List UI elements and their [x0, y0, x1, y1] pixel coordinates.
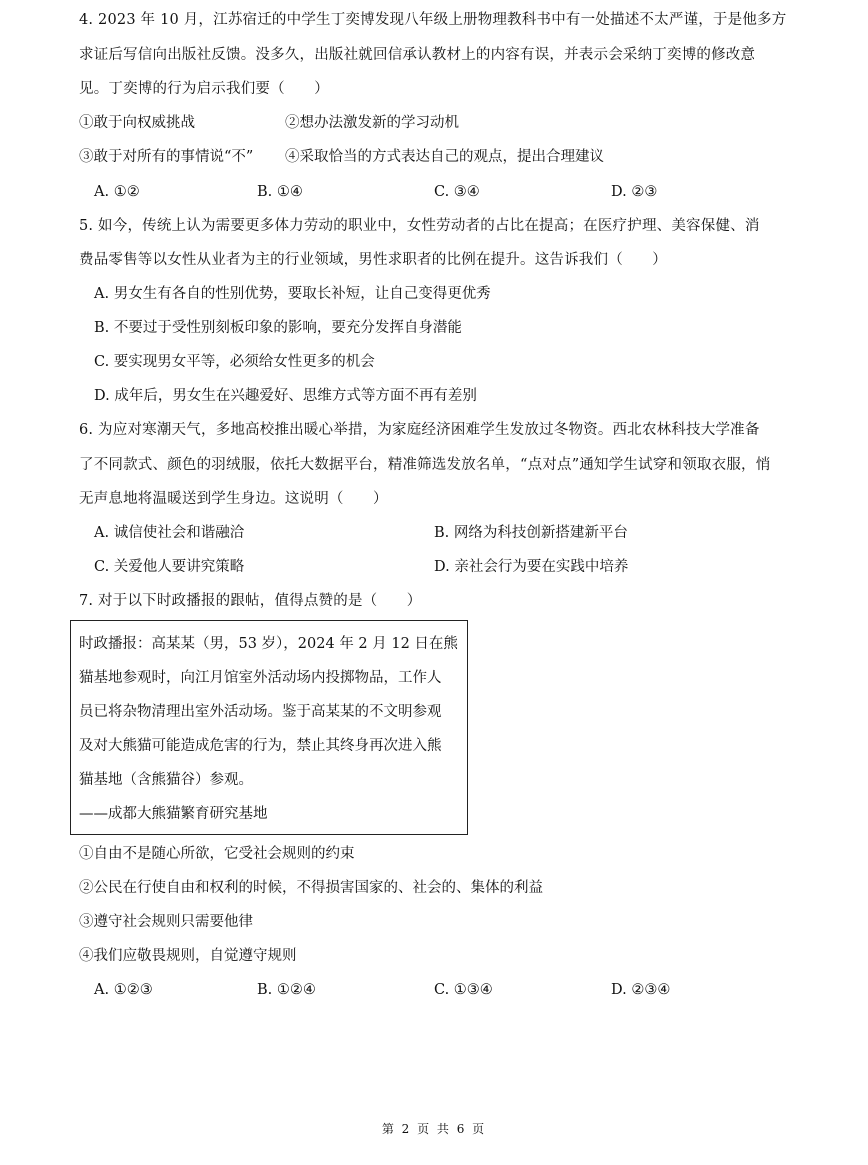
news-box-source: ——成都大熊猫繁育研究基地: [79, 806, 268, 822]
q6-option-b[interactable]: B. 网络为科技创新搭建新平台: [434, 525, 628, 541]
q6-option-d[interactable]: D. 亲社会行为要在实践中培养: [434, 559, 629, 575]
news-box: [70, 620, 468, 835]
q6-stem-line-1: 6. 为应对寒潮天气，多地高校推出暖心举措，为家庭经济困难学生发放过冬物资。西北农林科技大学准备: [79, 422, 760, 438]
q6-option-c[interactable]: C. 关爱他人要讲究策略: [94, 559, 245, 575]
q6-stem-line-3: 无声息地将温暖送到学生身边。这说明（ ）: [79, 491, 388, 507]
q4-option-a[interactable]: A. ①②: [94, 184, 140, 200]
q5-stem-line-2: 费品零售等以女性从业者为主的行业领域，男性求职者的比例在提升。这告诉我们（ ）: [79, 252, 667, 268]
q7-option-c[interactable]: C. ①③④: [434, 982, 493, 998]
news-box-line-3: 员已将杂物清理出室外活动场。鉴于高某某的不文明参观: [79, 704, 442, 720]
q7-option-a[interactable]: A. ①②③: [94, 982, 153, 998]
q4-item-2: ②想办法激发新的学习动机: [285, 115, 459, 131]
q4-item-4: ④采取恰当的方式表达自己的观点，提出合理建议: [285, 149, 604, 165]
q7-stem: 7. 对于以下时政播报的跟帖，值得点赞的是（ ）: [79, 593, 422, 609]
news-box-line-4: 及对大熊猫可能造成危害的行为，禁止其终身再次进入熊: [79, 738, 442, 754]
news-box-line-2: 猫基地参观时，向江月馆室外活动场内投掷物品，工作人: [79, 670, 442, 686]
q7-item-1: ①自由不是随心所欲，它受社会规则的约束: [79, 846, 355, 862]
q7-item-3: ③遵守社会规则只需要他律: [79, 914, 253, 930]
news-box-line-1: 时政播报：高某某（男，53 岁），2024 年 2 月 12 日在熊: [79, 636, 458, 652]
q5-option-a[interactable]: A. 男女生有各自的性别优势，要取长补短，让自己变得更优秀: [94, 286, 491, 302]
q6-option-a[interactable]: A. 诚信使社会和谐融洽: [94, 525, 245, 541]
q5-option-b[interactable]: B. 不要过于受性别刻板印象的影响，要充分发挥自身潜能: [94, 320, 462, 336]
q5-stem-line-1: 5. 如今，传统上认为需要更多体力劳动的职业中，女性劳动者的占比在提高；在医疗护理、美容保健、消: [79, 218, 760, 234]
q4-stem-line-1: 4. 2023 年 10 月，江苏宿迁的中学生丁奕博发现八年级上册物理教科书中有一处描述不太严谨，于是他多方: [79, 12, 787, 28]
page-footer: 第 2 页 共 6 页: [381, 1122, 487, 1136]
q7-option-b[interactable]: B. ①②④: [257, 982, 316, 998]
q7-item-2: ②公民在行使自由和权利的时候，不得损害国家的、社会的、集体的利益: [79, 880, 543, 896]
q4-option-c[interactable]: C. ③④: [434, 184, 480, 200]
q4-stem-line-2: 求证后写信向出版社反馈。没多久，出版社就回信承认教材上的内容有误，并表示会采纳丁奕博的修改意: [79, 47, 756, 63]
q5-option-c[interactable]: C. 要实现男女平等，必须给女性更多的机会: [94, 354, 375, 370]
q4-stem-line-3: 见。丁奕博的行为启示我们要（ ）: [79, 81, 329, 97]
q7-option-d[interactable]: D. ②③④: [611, 982, 671, 998]
q4-item-1: ①敢于向权威挑战: [79, 115, 195, 131]
q4-option-d[interactable]: D. ②③: [611, 184, 658, 200]
q5-option-d[interactable]: D. 成年后，男女生在兴趣爱好、思维方式等方面不再有差别: [94, 388, 477, 404]
q4-option-b[interactable]: B. ①④: [257, 184, 303, 200]
q6-stem-line-2: 了不同款式、颜色的羽绒服，依托大数据平台，精准筛选发放名单，“点对点”通知学生试穿和领取衣服，悄: [79, 457, 771, 473]
q4-item-3: ③敢于对所有的事情说“不”: [79, 149, 254, 165]
q7-item-4: ④我们应敬畏规则，自觉遵守规则: [79, 948, 297, 964]
news-box-line-5: 猫基地（含熊猫谷）参观。: [79, 772, 253, 788]
